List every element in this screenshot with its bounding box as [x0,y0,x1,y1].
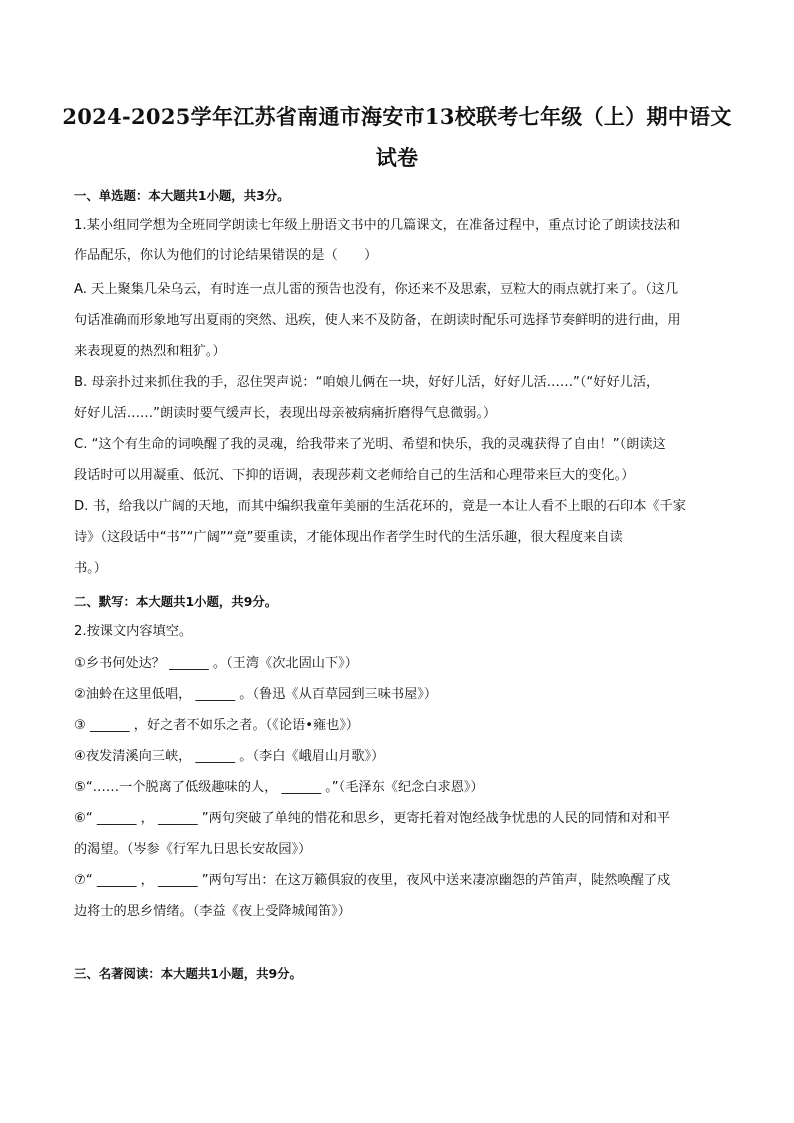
option-d-line: 诗》（这段话中“书”“广阔”“竟”要重读，才能体现出作者学生时代的生活乐趣，很大程度来自读 [74,530,623,545]
fill-blank-item: 的渴望。（岑参《行军九日思长安故园》） [74,842,312,857]
option-b-line: B. 母亲扑过来抓住我的手，忍住哭声说：“咱娘儿俩在一块，好好儿活，好好儿活……”（“好好儿活， [74,375,660,390]
fill-blank-item: 边将士的思乡情绪。（李益《夜上受降城闻笛》） [74,904,351,919]
fill-blank-item: ④夜发清溪向三峡， ______ 。（李白《峨眉山月歌》） [74,749,385,764]
fill-blank-item: ⑥“ ______ ， ______ ”两句突破了单纯的惜花和思乡，更寄托着对饱经战争忧患的人民的同情和对和平 [74,811,671,826]
exam-title-line-1: 2024-2025学年江苏省南通市海安市13校联考七年级（上）期中语文 [62,104,732,129]
option-d-line: 书。） [74,561,107,576]
fill-blank-item: ⑤“……一个脱离了低级趣味的人， ______ 。”（毛泽东《纪念白求恩》） [74,780,484,795]
section-2-heading: 二、默写：本大题共1小题，共9分。 [74,594,278,609]
option-c-line: C. “这个有生命的词唤醒了我的灵魂，给我带来了光明、希望和快乐，我的灵魂获得了自由！”（朗读这 [74,437,666,452]
fill-blank-item: ①乡书何处达？ ______ 。（王湾《次北固山下》） [74,656,358,671]
option-a-line: 句话准确而形象地写出夏雨的突然、迅疾，使人来不及防备，在朗读时配乐可选择节奏鲜明的进行曲，用 [74,313,681,328]
fill-blank-item: ③ ______ ，好之者不如乐之者。（《论语•雍也》） [74,718,360,733]
section-3-heading: 三、名著阅读：本大题共1小题，共9分。 [74,966,302,981]
option-d-line: D. 书，给我以广阔的天地，而其中编织我童年美丽的生活花环的，竟是一本让人看不上眼的石印本《千家 [74,499,686,514]
question-2-intro: 2.按课文内容填空。 [74,624,193,639]
exam-title-line-2: 试卷 [375,145,419,170]
option-c-line: 段话时可以用凝重、低沉、下抑的语调，表现莎莉文老师给自己的生活和心理带来巨大的变化。） [74,468,635,483]
option-a-line: A. 天上聚集几朵乌云，有时连一点儿雷的预告也没有，你还来不及思索，豆粒大的雨点就打来了。（这几 [74,282,679,297]
option-b-line: 好好儿活……”朗读时要气缓声长，表现出母亲被病痛折磨得气息微弱。） [74,406,497,421]
option-a-line: 来表现夏的热烈和粗犷。） [74,344,226,359]
fill-blank-item: ⑦“ ______ ， ______ ”两句写出：在这万籁俱寂的夜里，夜风中送来凄凉幽怨的芦笛声，陡然唤醒了戍 [74,873,671,888]
fill-blank-item: ②油蛉在这里低唱， ______ 。（鲁迅《从百草园到三味书屋》） [74,687,438,702]
question-1-stem-line: 作品配乐，你认为他们的讨论结果错误的是（ ） [74,248,378,263]
section-1-heading: 一、单选题：本大题共1小题，共3分。 [74,188,290,203]
question-1-stem-line: 1.某小组同学想为全班同学朗读七年级上册语文书中的几篇课文，在准备过程中，重点讨论了朗读技法和 [74,218,681,233]
